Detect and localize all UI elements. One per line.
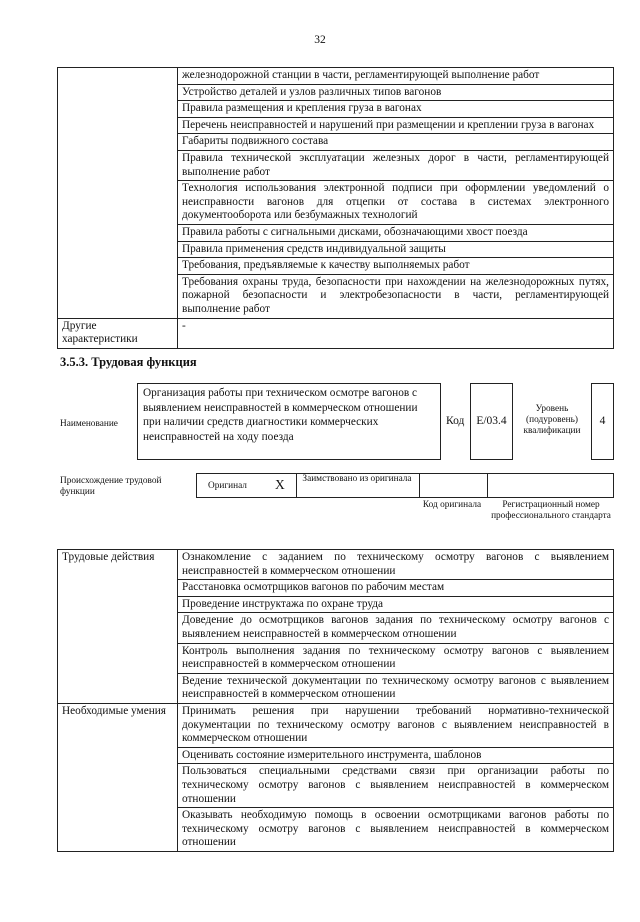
list-item: Ведение технической документации по техническому осмотру вагонов с выявлением неисправностей в коммерческом отношении bbox=[178, 673, 614, 703]
list-item: Пользоваться специальными средствами связи при организации работы по техническому осмотру вагонов с выявлением неисправностей в коммерческом отношении bbox=[178, 764, 614, 808]
name-value: Организация работы при техническом осмотре вагонов с выявлением неисправностей в коммерческом отношении при наличии средств диагностики коммерческих неисправностей на ходу поезда bbox=[137, 383, 441, 460]
other-characteristics-value: - bbox=[178, 318, 614, 348]
list-item: Правила применения средств индивидуальной защиты bbox=[178, 241, 614, 258]
list-item: Правила работы с сигнальными дисками, обозначающими хвост поезда bbox=[178, 224, 614, 241]
list-item: Перечень неисправностей и нарушений при размещении и креплении груза в вагонах bbox=[178, 117, 614, 134]
list-item: Технология использования электронной подписи при оформлении уведомлений о неисправности вагонов для отцепки от состава в системах электронного документооборота или безбумажных технологий bbox=[178, 181, 614, 225]
name-label: Наименование bbox=[60, 419, 118, 429]
list-item: Правила технической эксплуатации железных дорог в части, регламентирующей выполнение работ bbox=[178, 150, 614, 180]
list-item: железнодорожной станции в части, регламентирующей выполнение работ bbox=[178, 68, 614, 85]
reg-number-caption: Регистрационный номер профессионального стандарта bbox=[491, 500, 611, 521]
page-number: 32 bbox=[314, 34, 326, 46]
code-value: Е/03.4 bbox=[470, 383, 513, 460]
level-label: Уровень (подуровень) квалификации bbox=[523, 404, 581, 436]
skills-label: Необходимые умения bbox=[58, 703, 178, 851]
original-mark: X bbox=[275, 477, 285, 492]
borrowed-label: Заимствовано из оригинала bbox=[302, 474, 412, 484]
list-item: Доведение до осмотрщиков вагонов задания по техническому осмотру вагонов с выявлением неисправностей в коммерческом отношении bbox=[178, 613, 614, 643]
table-row bbox=[58, 68, 614, 85]
function-table bbox=[57, 549, 614, 852]
knowledge-table bbox=[57, 67, 614, 349]
list-item: Оценивать состояние измерительного инструмента, шаблонов bbox=[178, 747, 614, 764]
table-row bbox=[58, 703, 614, 747]
list-item: Контроль выполнения задания по техническому осмотру вагонов с выявлением неисправностей в коммерческом отношении bbox=[178, 643, 614, 673]
list-item: Проведение инструктажа по охране труда bbox=[178, 596, 614, 613]
list-item: Оказывать необходимую помощь в освоении осмотрщиками вагонов работы по техническому осмотру вагонов с выявлением неисправностей в коммерческом отношении bbox=[178, 808, 614, 852]
list-item: Правила размещения и крепления груза в вагонах bbox=[178, 101, 614, 118]
section-heading: 3.5.3. Трудовая функция bbox=[60, 355, 197, 369]
other-characteristics-label: Другие характеристики bbox=[58, 318, 178, 348]
list-item: Устройство деталей и узлов различных типов вагонов bbox=[178, 84, 614, 101]
list-item: Габариты подвижного состава bbox=[178, 134, 614, 151]
knowledge-label-cell bbox=[58, 68, 178, 319]
list-item: Требования охраны труда, безопасности при нахождении на железнодорожных путях, пожарной безопасности и электробезопасности в части, регламентирующей выполнение работ bbox=[178, 274, 614, 318]
code-original-caption: Код оригинала bbox=[422, 500, 482, 510]
list-item: Принимать решения при нарушении требований нормативно-технической документации по техническому осмотру вагонов с выявлением неисправностей в коммерческом отношении bbox=[178, 703, 614, 747]
list-item: Ознакомление с заданием по техническому осмотру вагонов с выявлением неисправностей в коммерческом отношении bbox=[178, 550, 614, 580]
level-value: 4 bbox=[591, 383, 614, 460]
origin-label: Происхождение трудовой функции bbox=[60, 476, 162, 497]
list-item: Расстановка осмотрщиков вагонов по рабочим местам bbox=[178, 580, 614, 597]
table-row bbox=[58, 318, 614, 348]
actions-label: Трудовые действия bbox=[58, 550, 178, 704]
code-label: Код bbox=[446, 415, 465, 427]
table-row bbox=[58, 550, 614, 580]
original-label: Оригинал bbox=[208, 481, 247, 491]
list-item: Требования, предъявляемые к качеству выполняемых работ bbox=[178, 258, 614, 275]
